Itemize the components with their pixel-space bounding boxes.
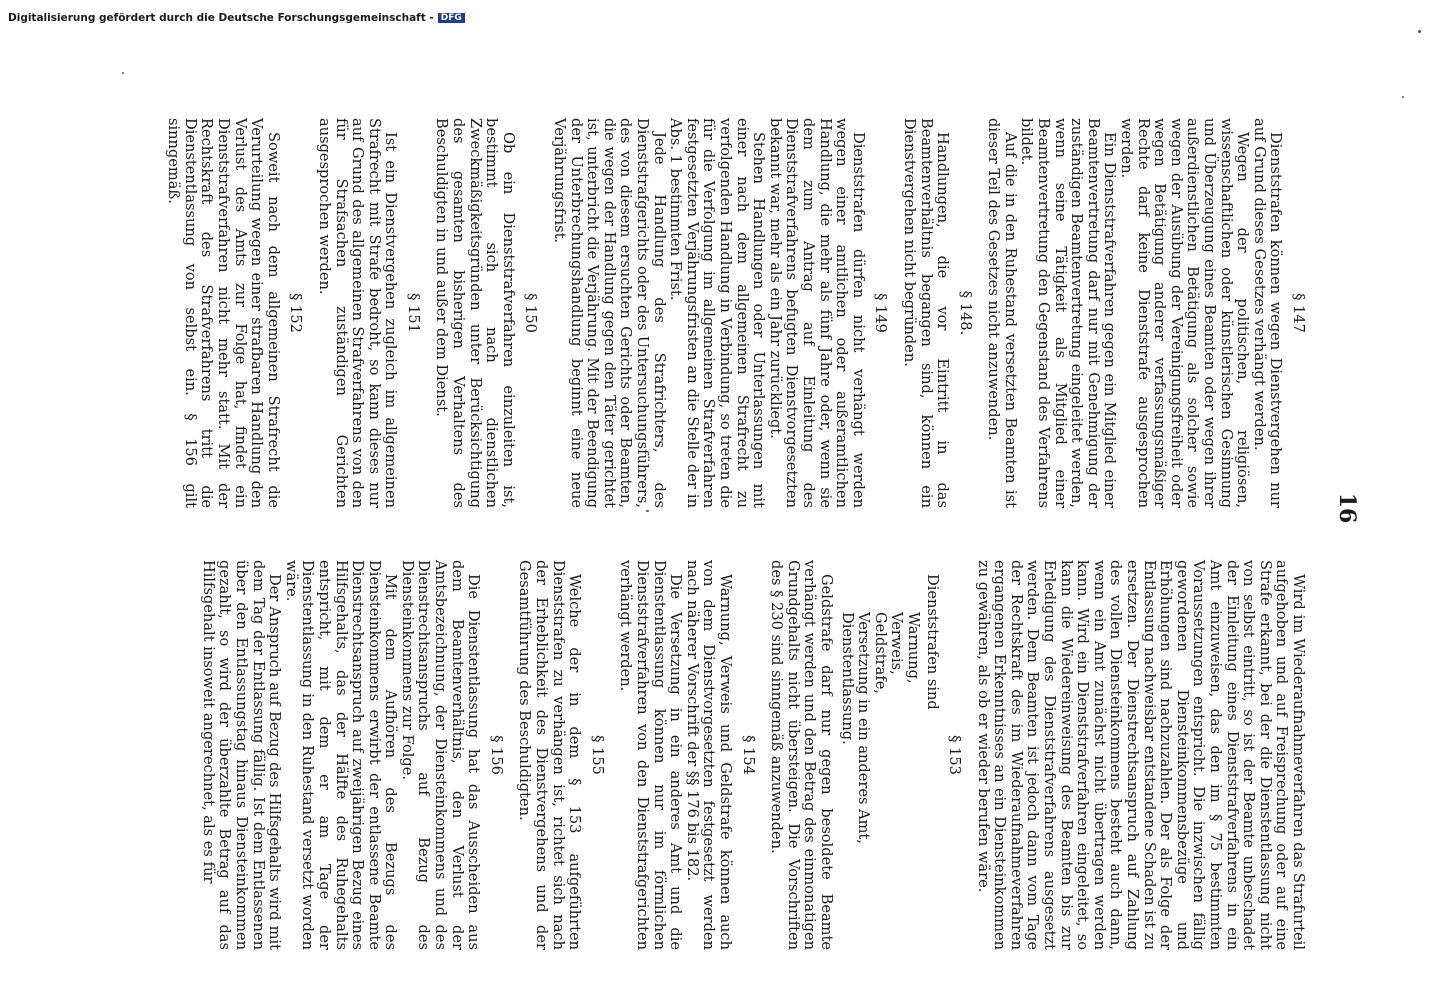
section-intro: Dienststrafen sind (923, 574, 941, 710)
scan-speck (122, 72, 124, 74)
section (617, 560, 756, 950)
section (974, 560, 1306, 950)
paragraph: Dienststrafen können wegen Dienstvergehen nur auf Grund dieses Gesetzes verhängt werden. (1250, 118, 1285, 508)
paragraph: Dienststrafen dürfen nicht verhängt werden wegen einer amtlichen oder außeramtlichen Handlung, die mehr als fünf Jahre oder, wenn sie dem zum Antrag auf Einleitung des Dienststrafverfahrens befugten Dienstvorgesetzten bekannt war, mehr als ein Jahr zurückliegt. (766, 118, 867, 508)
section-heading: § 153 (946, 735, 964, 775)
paragraph: Welche der in dem § 153 aufgeführten Dienststrafen zu verhängen ist, richtet sich nach der Erheblichkeit des Dienstvergehens und der Gesamtführung des Beschuldigten. (516, 560, 584, 950)
scan-speck (646, 510, 649, 512)
paragraph: Geldstrafe darf nur gegen besoldete Beamte verhängt werden und den Betrag des einmonatigen Grundgehalts nicht übersteigen. Die Vorschriften des § 230 sind sinngemäß anzuwenden. (768, 560, 835, 950)
paragraph: Auf die in den Ruhestand versetzten Beamten ist dieser Teil des Gesetzes nicht anzuwenden. (985, 118, 1019, 508)
section-heading: § 152 (287, 293, 305, 333)
paragraph: Ob ein Dienststrafverfahren einzuleiten ist, bestimmt sich nach dienstlichen Zweckmäßigkeitsgründen unter Berücksichtigung des gesamten bisherigen Verhaltens des Beschuldigten in und außer dem Dienst. (433, 118, 517, 508)
paragraph: Soweit nach dem allgemeinen Strafrecht die Verurteilung wegen einer strafbaren Handlung den Verlust des Amts zur Folge hat, findet ein Dienststrafverfahren nicht mehr statt. Mit der Rechtskraft des Strafverfahrens tritt die Dienstentlassung von selbst ein. § 156 gilt sinngemäß. (165, 118, 282, 508)
paragraph: Ist ein Dienstvergehen zugleich im allgemeinen Strafrecht mit Strafe bedroht, so kann dieses nur auf Grund des allgemeinen Strafverfahrens von den für Strafsachen zuständigen Gerichten ausgesprochen werden. (315, 118, 400, 508)
section (315, 118, 421, 508)
paragraph: Die Dienstentlassung hat das Ausscheiden aus dem Beamtenverhältnis, den Verlust der Amtsbezeichnung, der Diensteinkommens und des Dienstrechtsanspruchs auf Bezug des Diensteinkommens zur Folge. (398, 560, 483, 950)
dfg-logo: DFG (438, 13, 465, 23)
paragraph: Handlungen, die vor Eintritt in das Beamtenverhältnis begangen sind, können ein Dienstvergehen nicht begründen. (900, 118, 952, 508)
section (165, 118, 304, 508)
section-heading: § 151 (404, 293, 422, 333)
penalty-item: Geldstrafe, (871, 612, 889, 695)
digitization-credit (8, 12, 465, 26)
penalty-item: Warnung, (904, 612, 922, 684)
section-heading: § 155 (588, 735, 606, 775)
section-heading: § 148. (956, 290, 974, 336)
penalty-item: Verweis, (888, 612, 906, 675)
section (768, 560, 963, 950)
section (900, 118, 972, 508)
penalty-item: Dienstentlassung. (838, 612, 856, 745)
section (516, 560, 605, 950)
page-number: 16 (1334, 492, 1360, 524)
section (199, 560, 504, 950)
section (433, 118, 539, 508)
paragraph: Der Anspruch auf Bezug des Hilfsgehalts wird mit dem Tag der Entlassung fällig. Ist dem Entlassenen über den Entlassungstag hinaus Diensteinkommen gezahlt, so wird der überzahlte Betrag auf das Hilfsgehalt insoweit angerechnet, als es für (199, 560, 284, 950)
section-heading: § 154 (739, 735, 757, 775)
penalty-list (838, 612, 921, 950)
paragraph: Stehen Handlungen oder Unterlassungen mit einer nach dem allgemeinen Strafrecht zu verfolgenden Handlung in Verbindung, so treten die für die Verfolgung im allgemeinen Strafverfahren festgesetzten Verjährungsfristen an die Stelle der in Abs. 1 bestimmten Frist. (667, 118, 768, 508)
paragraph: Wird im Wiederaufnahmeverfahren das Strafurteil aufgehoben und auf Freisprechung oder auf eine Strafe erkannt, bei der die Dienstentlassung nicht von selbst eintritt, so ist der Beamte unbeschadet der Einleitung eines Dienststrafverfahrens in ein Amt einzuweisen, das den im § 75 bestimmten Voraussetzungen entspricht. Die inzwischen fällig gewordenen Diensteinkommensbezüge und Erhöhungen sind nachzuzahlen. Der als Folge der Entlassung nachweisbar entstandene Schaden ist zu ersetzen. Der Dienstrechtsanspruch auf Zahlung des vollen Diensteinkommens besteht auch dann, wenn ein Amt zunächst nicht übertragen werden kann. Wird ein Dienststrafverfahren eingeleitet, so kann die Wiedereinweisung des Beamten bis zur Erledigung des Dienststrafverfahrens ausgesetzt werden. Dem Beamten ist jedoch dann vom Tage der Rechtskraft des im Wiederaufnahmeverfahren ergangenen Erkenntnisses an ein Diensteinkommen zu gewähren, als ob er wieder berufen wäre. (974, 560, 1307, 950)
paragraph: Warnung, Verweis und Geldstrafe können auch von dem Dienstvorgesetzten festgesetzt werden nach näherer Vorschrift der §§ 176 bis 182. (683, 560, 734, 950)
penalty-item: Versetzung in ein anderes Amt, (855, 612, 873, 845)
paragraph: Die Versetzung in ein anderes Amt und die Dienstentlassung können nur im förmlichen Dienststrafverfahren von den Dienststrafgerichten verhängt werden. (617, 560, 685, 950)
section-heading: § 149 (872, 293, 890, 333)
credit-text: Digitalisierung gefördert durch die Deutsche Forschungsgemeinschaft - (8, 12, 434, 24)
paragraph: Mit dem Aufhören des Bezugs des Diensteinkommens erwirbt der entlassene Beamte Dienstrechtsanspruch auf zweijährigen Bezug eines Hilfsgehalts, das der Hälfte des Ruhegehalts entspricht, mit dem er am Tage der Dienstentlassung in den Ruhestand versetzt worden wäre. (282, 560, 400, 950)
section-heading: § 156 (487, 735, 505, 775)
section-heading: § 147 (1290, 293, 1307, 333)
paragraph: Ein Dienststrafverfahren gegen ein Mitglied einer Beamtenvertretung darf nur mit Genehmigung der zuständigen Beamtenvertretung eingeleitet werden, wenn seine Tätigkeit als Mitglied einer Beamtenvertretung den Gegenstand des Verfahrens bildet. (1018, 118, 1119, 508)
section (550, 118, 888, 508)
paragraph: Jede Handlung des Strafrichters, des Dienststrafgerichts oder des Untersuchungsführers, des von diesem ersuchten Gerichts oder Beamten, die wegen der Handlung gegen den Täter gerichtet ist, unterbricht die Verjährung. Mit der Beendigung der Unterbrechungshandlung beginnt eine neue Verjährungsfrist. (551, 118, 668, 508)
section (985, 118, 1306, 508)
paragraph: Wegen der politischen, religiösen, wissenschaftlichen oder künstlerischen Gesinnung und Überzeugung eines Beamten oder wegen ihrer außerdienstlichen Betätigung als solcher sowie wegen der Ausübung der Vereinigungsfreiheit oder wegen Betätigung anderer verfassungsmäßiger Rechte darf keine Dienststrafe ausgesprochen werden. (1118, 118, 1252, 508)
section-heading: § 150 (522, 293, 540, 333)
right-column (187, 560, 1306, 950)
left-column (153, 118, 1306, 508)
scan-speck (1418, 30, 1421, 33)
scan-speck (1402, 96, 1404, 98)
